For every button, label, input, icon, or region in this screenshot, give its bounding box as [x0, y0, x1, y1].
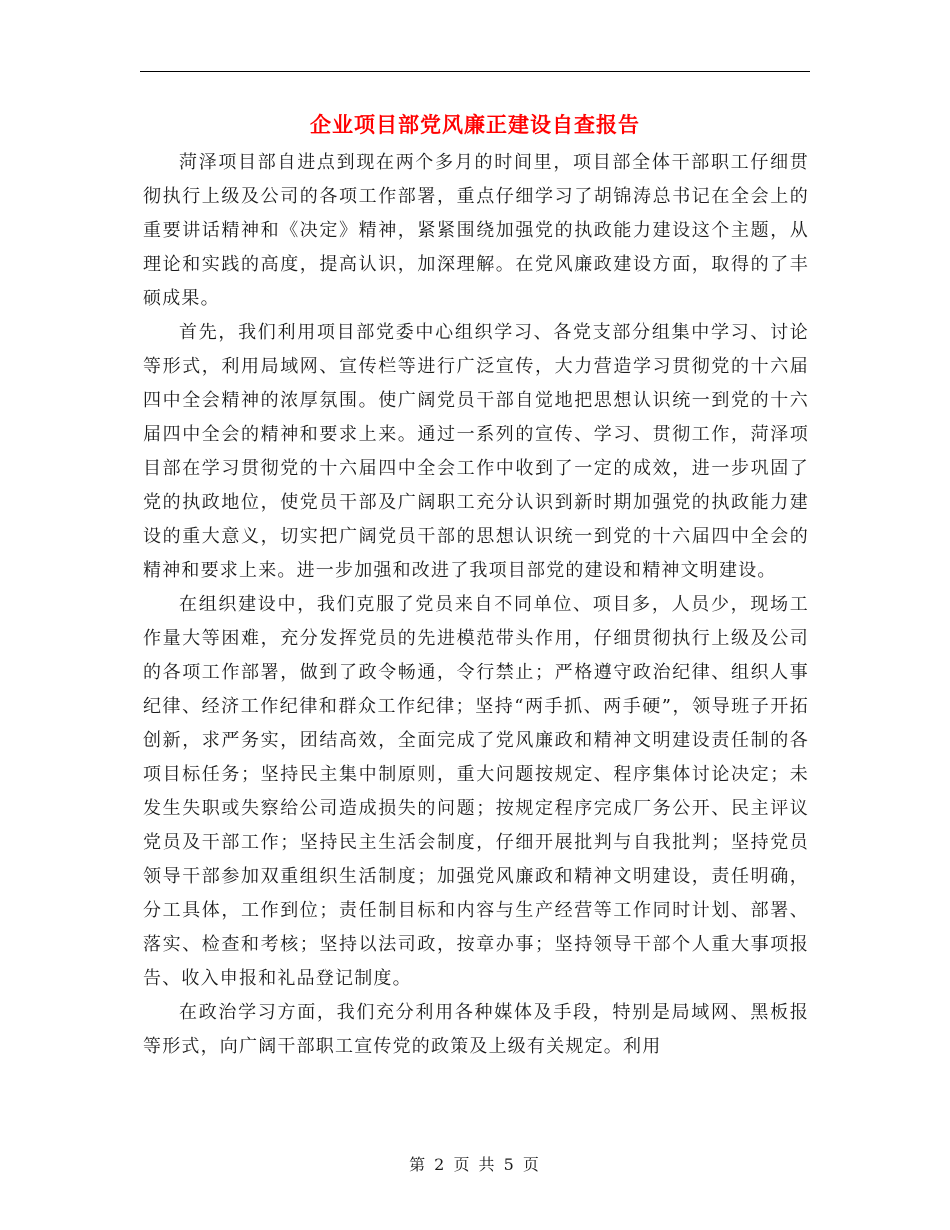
- page-number-footer: 第 2 页 共 5 页: [409, 1155, 541, 1174]
- header-rule: [140, 71, 810, 72]
- document-title: 企业项目部党风廉正建设自查报告: [310, 112, 640, 137]
- paragraph-political-study: 在政治学习方面，我们充分利用各种媒体及手段，特别是局域网、黑板报等形式，向广阔干部职工宣传党的政策及上级有关规定。利用: [143, 1002, 809, 1057]
- paragraph-organization: 在组织建设中，我们克服了党员来自不同单位、项目多，人员少，现场工作量大等困难，充分发挥党员的先进模范带头作用，仔细贯彻执行上级及公司的各项工作部署，做到了政令畅通，令行禁止；严格遵守政治纪律、组织人事纪律、经济工作纪律和群众工作纪律；坚持“两手抓、两手硬”，领导班子开拓创新，求严务实，团结高效，全面完成了党风廉政和精神文明建设责任制的各项目标任务；坚持民主集中制原则，重大问题按规定、程序集体讨论决定；未发生失职或失察给公司造成损失的问题；按规定程序完成厂务公开、民主评议党员及干部工作；坚持民主生活会制度，仔细开展批判与自我批判；坚持党员领导干部参加双重组织生活制度；加强党风廉政和精神文明建设，责任明确，分工具体，工作到位；责任制目标和内容与生产经营等工作同时计划、部署、落实、检查和考核；坚持以法司政，按章办事；坚持领导干部个人重大事项报告、收入申报和礼品登记制度。: [143, 594, 809, 989]
- paragraph-study: 首先，我们利用项目部党委中心组织学习、各党支部分组集中学习、讨论等形式，利用局域网、宣传栏等进行广泛宣传，大力营造学习贯彻党的十六届四中全会精神的浓厚氛围。使广阔党员干部自觉地把思想认识统一到党的十六届四中全会的精神和要求上来。通过一系列的宣传、学习、贯彻工作，菏泽项目部在学习贯彻党的十六届四中全会工作中收到了一定的成效，进一步巩固了党的执政地位，使党员干部及广阔职工充分认识到新时期加强党的执政能力建设的重大意义，切实把广阔党员干部的思想认识统一到党的十六届四中全会的精神和要求上来。进一步加强和改进了我项目部党的建设和精神文明建设。: [143, 322, 809, 581]
- paragraph-intro: 菏泽项目部自进点到现在两个多月的时间里，项目部全体干部职工仔细贯彻执行上级及公司的各项工作部署，重点仔细学习了胡锦涛总书记在全会上的重要讲话精神和《决定》精神，紧紧围绕加强党的执政能力建设这个主题，从理论和实践的高度，提高认识，加深理解。在党风廉政建设方面，取得的了丰硕成果。: [143, 152, 809, 309]
- document-body: [143, 146, 809, 1064]
